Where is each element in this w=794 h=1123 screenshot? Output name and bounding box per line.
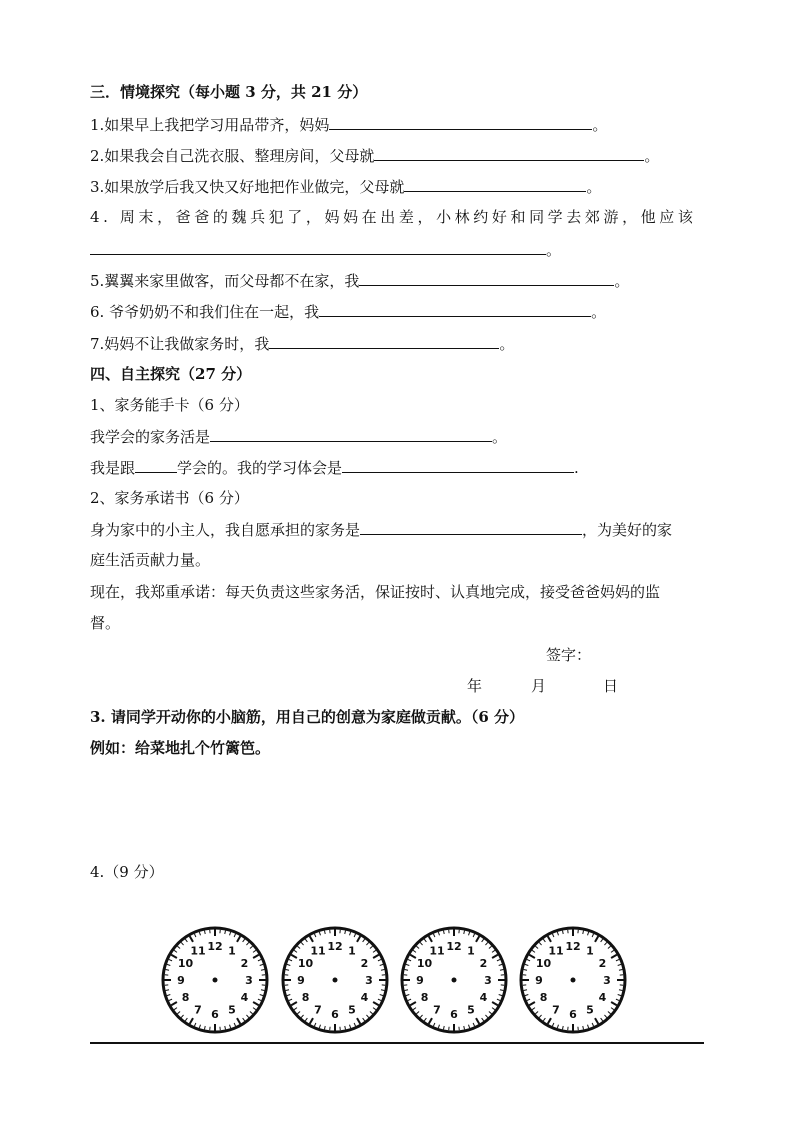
question-6 — [90, 301, 606, 322]
clock-numeral: 11 — [429, 944, 445, 958]
clock-numeral: 2 — [479, 957, 488, 970]
clock-minute-tick — [261, 990, 264, 991]
clock-numeral: 1 — [348, 944, 356, 958]
clock-center-dot — [213, 978, 218, 983]
question-3-end: 。 — [586, 178, 602, 196]
clock-numeral: 3 — [245, 974, 253, 987]
clock-minute-tick — [619, 970, 622, 971]
question-4-answer-line — [90, 239, 561, 260]
card-line-2-middle: 学会的。我的学习体会是 — [177, 459, 343, 477]
clock-minute-tick — [524, 970, 527, 971]
clock-numeral: 9 — [177, 974, 185, 987]
clock-numeral: 12 — [565, 940, 581, 953]
pledge-line-1 — [90, 519, 672, 540]
question-4-3-heading: 3. 请同学开动你的小脑筋，用自己的创意为家庭做贡献。（6 分） — [90, 708, 525, 726]
clock-numeral: 7 — [552, 1003, 560, 1017]
clock-minute-tick — [345, 1026, 346, 1029]
clock-minute-tick — [524, 990, 527, 991]
clock-numeral: 9 — [535, 974, 543, 987]
question-4-end: 。 — [546, 241, 562, 259]
clock-center-dot — [571, 978, 576, 983]
question-1-end: 。 — [592, 116, 608, 134]
clock-numeral: 3 — [484, 974, 492, 987]
clock-minute-tick — [205, 1026, 206, 1029]
clock-minute-tick — [500, 990, 503, 991]
clock-minute-tick — [583, 931, 584, 934]
clock-numeral: 3 — [603, 974, 611, 987]
clock-numeral: 7 — [433, 1003, 441, 1017]
clock-minute-tick — [381, 990, 384, 991]
clock-minute-tick — [225, 1026, 226, 1029]
card-line-1-end: 。 — [492, 428, 508, 446]
clock-minute-tick — [619, 990, 622, 991]
pledge-line-1-text: 身为家中的小主人，我自愿承担的家务是 — [90, 521, 361, 539]
card-line-2-before: 我是跟 — [90, 459, 136, 477]
question-3 — [90, 176, 601, 197]
clock-minute-tick — [381, 970, 384, 971]
question-7-text: 7.妈妈不让我做家务时，我 — [90, 335, 270, 353]
clock-face-3[interactable] — [399, 925, 509, 1035]
answer-blank-3[interactable] — [404, 176, 586, 192]
clock-face-2[interactable] — [280, 925, 390, 1035]
clock-face-4[interactable] — [518, 925, 628, 1035]
date-year-label: 年 — [467, 677, 483, 695]
question-2-text: 2.如果我会自己洗衣服、整理房间，父母就 — [90, 147, 375, 165]
clock-numeral: 4 — [598, 991, 607, 1004]
clock-numeral: 3 — [365, 974, 373, 987]
question-4-4-heading: 4.（9 分） — [90, 863, 164, 881]
answer-blank-5[interactable] — [359, 270, 614, 286]
question-5-text: 5.翼翼来家里做客，而父母都不在家，我 — [90, 272, 360, 290]
question-6-end: 。 — [591, 303, 607, 321]
question-6-text: 6. 爷爷奶奶不和我们住在一起，我 — [90, 303, 320, 321]
clock-minute-tick — [464, 931, 465, 934]
question-4: 4. 周末，爸爸的魏兵犯了，妈妈在出差，小林约好和同学去郊游，他应该 — [90, 208, 697, 226]
card-line-1-text: 我学会的家务活是 — [90, 428, 211, 446]
question-3-text: 3.如果放学后我又快又好地把作业做完，父母就 — [90, 178, 405, 196]
card-line-1 — [90, 426, 507, 447]
clock-numeral: 5 — [586, 1003, 594, 1017]
clock-minute-tick — [444, 931, 445, 934]
clock-minute-tick — [166, 990, 169, 991]
question-2 — [90, 145, 659, 166]
clock-minute-tick — [205, 931, 206, 934]
question-5 — [90, 270, 629, 291]
clock-numeral: 6 — [331, 1008, 339, 1021]
question-2-end: 。 — [644, 147, 660, 165]
clock-minute-tick — [286, 970, 289, 971]
clock-minute-tick — [225, 931, 226, 934]
clock-numeral: 12 — [207, 940, 223, 953]
pledge-title: 2、家务承诺书（6 分） — [90, 489, 249, 507]
clock-minute-tick — [325, 1026, 326, 1029]
clock-numeral: 11 — [310, 944, 326, 958]
clock-minute-tick — [405, 970, 408, 971]
clock-numeral: 1 — [228, 944, 236, 958]
pledge-line-2: 庭生活贡献力量。 — [90, 551, 211, 569]
clock-minute-tick — [405, 990, 408, 991]
question-4-3-example: 例如：给菜地扎个竹篱笆。 — [90, 739, 271, 757]
clock-numeral: 6 — [211, 1008, 219, 1021]
clock-numeral: 1 — [586, 944, 594, 958]
clock-numeral: 1 — [467, 944, 475, 958]
clock-center-dot — [333, 978, 338, 983]
clock-numeral: 7 — [194, 1003, 202, 1017]
clock-minute-tick — [500, 970, 503, 971]
date-day-label: 日 — [603, 677, 619, 695]
question-5-end: 。 — [614, 272, 630, 290]
clock-numeral: 2 — [360, 957, 369, 970]
clock-numeral: 9 — [416, 974, 424, 987]
clock-minute-tick — [563, 1026, 564, 1029]
clock-numeral: 12 — [446, 940, 462, 953]
question-1-text: 1.如果早上我把学习用品带齐，妈妈 — [90, 116, 330, 134]
card-line-2 — [90, 457, 579, 478]
clock-numeral: 6 — [450, 1008, 458, 1021]
clock-numeral: 8 — [301, 991, 310, 1004]
clock-minute-tick — [563, 931, 564, 934]
answer-blank-4[interactable] — [90, 239, 546, 255]
bottom-rule — [90, 1042, 704, 1044]
section-4-heading: 四、自主探究（27 分） — [90, 365, 252, 383]
question-7 — [90, 333, 514, 354]
clock-minute-tick — [444, 1026, 445, 1029]
question-7-end: 。 — [499, 335, 515, 353]
date-month-label: 月 — [531, 677, 547, 695]
clock-face-1[interactable] — [160, 925, 270, 1035]
clock-minute-tick — [261, 970, 264, 971]
clock-numeral: 8 — [181, 991, 190, 1004]
clock-minute-tick — [166, 970, 169, 971]
clock-minute-tick — [345, 931, 346, 934]
pledge-blank[interactable] — [360, 519, 582, 535]
card-blank-1[interactable] — [210, 426, 492, 442]
clock-numeral: 5 — [467, 1003, 475, 1017]
clock-numeral: 4 — [360, 991, 369, 1004]
clock-numeral: 2 — [598, 957, 607, 970]
pledge-line-1-end: ，为美好的家 — [582, 521, 673, 539]
clock-numeral: 5 — [348, 1003, 356, 1017]
pledge-line-3: 现在，我郑重承诺：每天负责这些家务活，保证按时、认真地完成，接受爸爸妈妈的监 — [90, 583, 661, 601]
signature-label: 签字： — [546, 646, 592, 664]
clock-minute-tick — [583, 1026, 584, 1029]
clock-numeral: 10 — [535, 957, 552, 970]
card-line-2-end: . — [574, 459, 579, 477]
answer-blank-1[interactable] — [329, 114, 592, 130]
clock-numeral: 2 — [240, 957, 249, 970]
clock-numeral: 11 — [548, 944, 564, 958]
answer-blank-2[interactable] — [374, 145, 644, 161]
card-title: 1、家务能手卡（6 分） — [90, 396, 249, 414]
clock-numeral: 8 — [420, 991, 429, 1004]
clock-minute-tick — [286, 990, 289, 991]
section-3-heading: 三．情境探究（每小题 3 分，共 21 分） — [90, 83, 368, 101]
pledge-line-4: 督。 — [90, 614, 121, 632]
clock-numeral: 8 — [539, 991, 548, 1004]
clock-minute-tick — [325, 931, 326, 934]
clock-numeral: 9 — [297, 974, 305, 987]
clock-numeral: 12 — [327, 940, 343, 953]
clock-numeral: 5 — [228, 1003, 236, 1017]
clock-numeral: 11 — [190, 944, 206, 958]
clock-numeral: 6 — [569, 1008, 577, 1021]
card-blank-experience[interactable] — [342, 457, 574, 473]
clock-numeral: 10 — [177, 957, 194, 970]
clock-minute-tick — [464, 1026, 465, 1029]
answer-blank-6[interactable] — [319, 301, 591, 317]
clock-numeral: 10 — [297, 957, 314, 970]
card-blank-teacher[interactable] — [135, 457, 177, 473]
clock-center-dot — [452, 978, 457, 983]
clock-numeral: 7 — [314, 1003, 322, 1017]
question-1 — [90, 114, 607, 135]
answer-blank-7[interactable] — [269, 333, 499, 349]
clock-numeral: 10 — [416, 957, 433, 970]
clock-numeral: 4 — [479, 991, 488, 1004]
clock-numeral: 4 — [240, 991, 249, 1004]
